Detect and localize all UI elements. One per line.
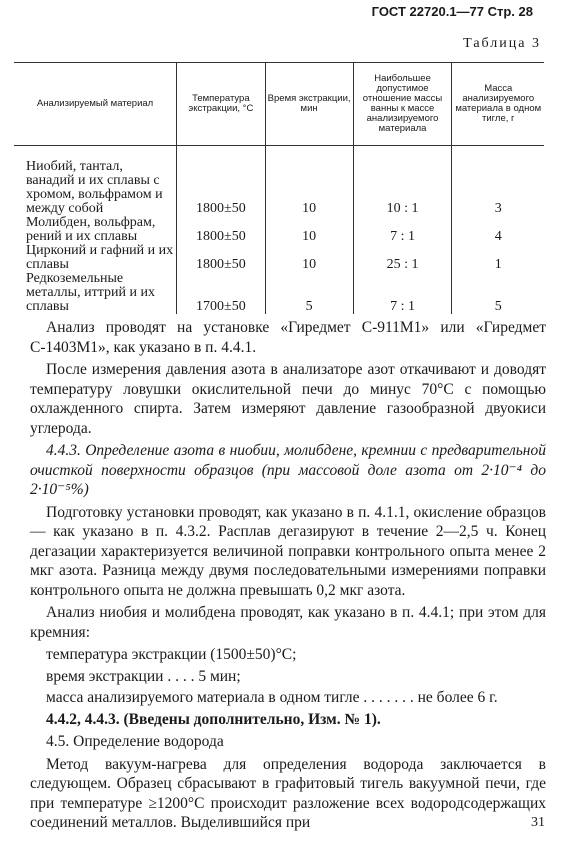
cell-time: 5 bbox=[265, 272, 353, 314]
cell-mass: 5 bbox=[452, 272, 544, 314]
section-heading-italic bbox=[30, 441, 546, 500]
page-number: 31 bbox=[531, 815, 545, 830]
list-item: масса анализируемого материала в одном тигле . . . . . . . не более 6 г. bbox=[46, 689, 498, 706]
bold-text: 4.4.2, 4.4.3. (Введены дополнительно, Изм. № 1). bbox=[46, 710, 381, 728]
cell-mass: 4 bbox=[452, 216, 544, 244]
table-header-row bbox=[14, 63, 544, 146]
cell-ratio: 10 : 1 bbox=[353, 146, 452, 217]
cell-material: Редкоземельные металлы, иттрий и их сплавы bbox=[14, 272, 177, 314]
header-material: Анализируемый материал bbox=[14, 63, 177, 146]
header-temperature: Температура экстракции, °С bbox=[177, 63, 266, 146]
data-table bbox=[14, 62, 544, 314]
cell-temperature: 1800±50 bbox=[177, 146, 266, 217]
cell-ratio: 7 : 1 bbox=[353, 216, 452, 244]
cell-material: Цирконий и гафний и их сплавы bbox=[14, 244, 177, 272]
italic-text: 4.4.3. Определение азота в ниобии, молибдене, кремнии с предварительной очисткой поверхности образцов (при массовой доле азота от 2·10⁻⁴ до 2·10⁻⁵%) bbox=[30, 442, 546, 498]
amendment-note bbox=[30, 710, 546, 730]
cell-ratio: 7 : 1 bbox=[353, 272, 452, 314]
cell-temperature: 1800±50 bbox=[177, 244, 266, 272]
header-ratio: Наибольшее допустимое отношение массы ванны к массе анализируемого материала bbox=[353, 63, 452, 146]
table-row bbox=[14, 244, 544, 272]
list-item: время экстракции . . . . 5 мин; bbox=[46, 667, 241, 685]
table-caption: Таблица 3 bbox=[463, 36, 541, 51]
paragraph: Метод вакуум-нагрева для определения водорода заключается в следующем. Образец сбрасывают в графитовый тигель вакуумной печи, где при температуре ≥1200°С происходит разложение всех водородсодержащих соединений металлов. Выделившийся при bbox=[30, 755, 546, 831]
page-header: ГОСТ 22720.1—77 Стр. 28 bbox=[371, 4, 533, 19]
cell-temperature: 1800±50 bbox=[177, 216, 266, 244]
table-row bbox=[14, 272, 544, 314]
cell-ratio: 25 : 1 bbox=[353, 244, 452, 272]
cell-time: 10 bbox=[265, 146, 353, 217]
header-mass: Масса анализируемого материала в одном тигле, г bbox=[452, 63, 544, 146]
section-heading: 4.5. Определение водорода bbox=[46, 733, 224, 750]
cell-material: Молибден, вольфрам, рений и их сплавы bbox=[14, 216, 177, 244]
paragraph: После измерения давления азота в анализаторе азот откачивают и доводят температуру ловушки окислительной печи до минус 70°С с помощью охлажденного спирта. Затем измеряют давление газообразной двуокиси углерода. bbox=[30, 361, 546, 437]
table-row bbox=[14, 216, 544, 244]
header-time: Время экстракции, мин bbox=[265, 63, 353, 146]
cell-material: Ниобий, тантал, ванадий и их сплавы с хромом, вольфрамом и между собой bbox=[14, 146, 177, 217]
paragraph: Анализ ниобия и молибдена проводят, как указано в п. 4.4.1; при этом для кремния: bbox=[30, 604, 546, 641]
paragraph: Подготовку установки проводят, как указано в п. 4.1.1, окисление образцов — как указано в п. 4.3.2. Расплав дегазируют в течение 2—2,5 ч. Конец дегазации характеризуется величиной поправки контрольного опыта менее 2 мкг азота. Разница между двумя последовательными измерениями поправки контрольного опыта не должна превышать 0,2 мкг азота. bbox=[30, 503, 546, 599]
paragraph: Анализ проводят на установке «Гиредмет С-911М1» или «Гиредмет С-1403М1», как указано в п. 4.4.1. bbox=[30, 319, 546, 356]
document-body bbox=[30, 318, 546, 836]
cell-mass: 3 bbox=[452, 146, 544, 217]
cell-time: 10 bbox=[265, 216, 353, 244]
cell-temperature: 1700±50 bbox=[177, 272, 266, 314]
list-item: температура экстракции (1500±50)°С; bbox=[46, 646, 297, 663]
table-row bbox=[14, 146, 544, 217]
cell-mass: 1 bbox=[452, 244, 544, 272]
cell-time: 10 bbox=[265, 244, 353, 272]
